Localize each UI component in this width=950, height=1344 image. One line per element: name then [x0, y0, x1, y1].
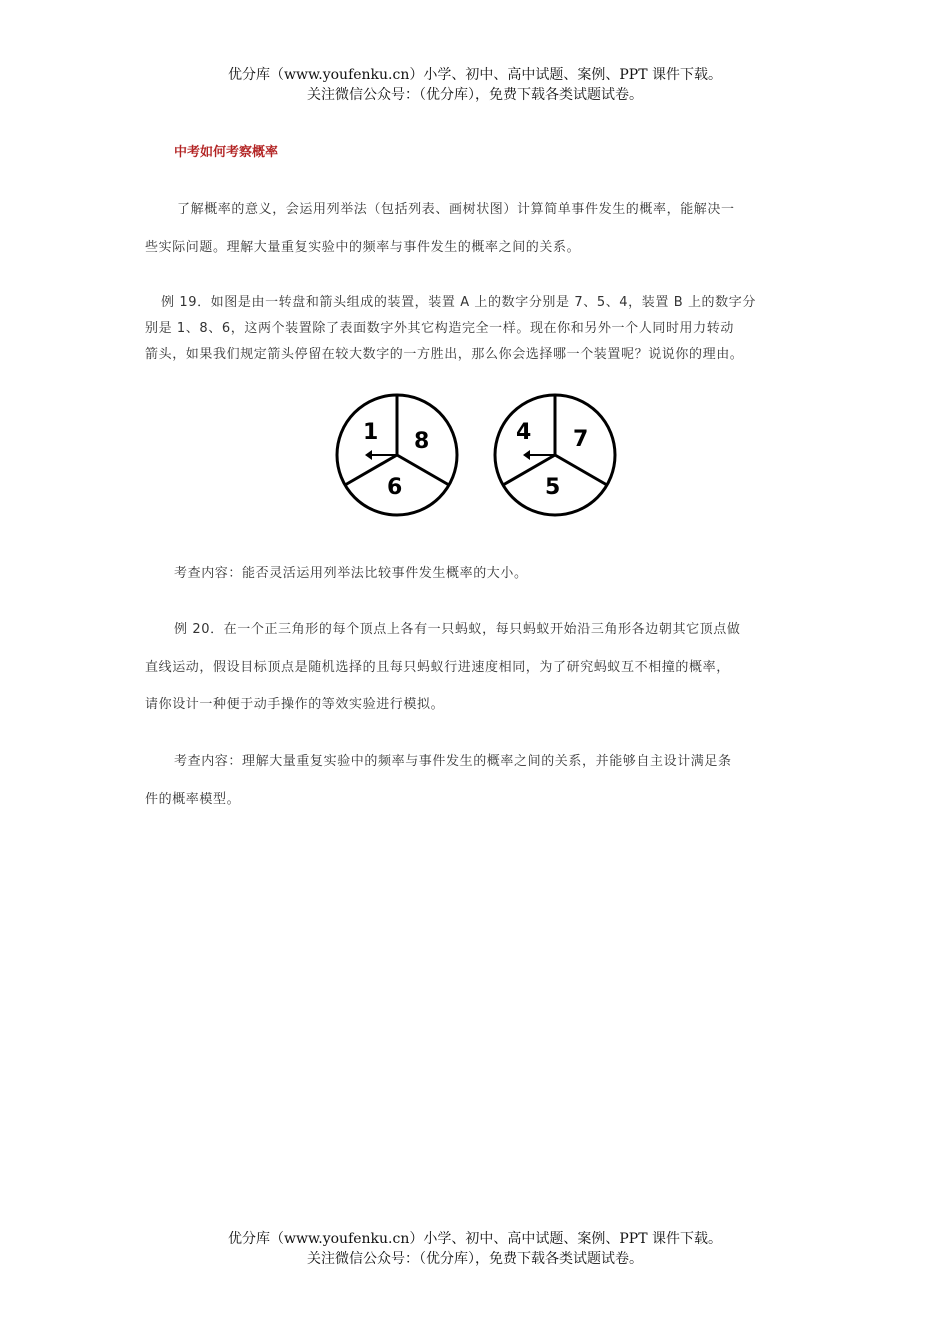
spinner-right-number-2: 7 — [573, 427, 589, 452]
header-wechat-line: 关注微信公众号：（优分库），免费下载各类试题试卷。 — [307, 87, 643, 103]
spinner-left — [337, 395, 457, 515]
spinner-right-number-1: 4 — [516, 420, 532, 445]
footer-wechat-line: 关注微信公众号：（优分库），免费下载各类试题试卷。 — [307, 1251, 643, 1267]
example19-line-2: 别是 1、8、6，这两个装置除了表面数字外其它构造完全一样。现在你和另外一个人同时用力转动 — [145, 321, 734, 336]
intro-line-2: 些实际问题。理解大量重复实验中的频率与事件发生的概率之间的关系。 — [145, 240, 581, 255]
spinner-left-number-1: 1 — [363, 420, 379, 445]
spinner-figure — [333, 390, 623, 524]
intro-line-1: 了解概率的意义，会运用列举法（包括列表、画树状图）计算简单事件发生的概率，能解决一 — [177, 202, 735, 217]
spinner-right-number-3: 5 — [545, 475, 561, 500]
document-title: 中考如何考察概率 — [174, 145, 279, 160]
example19-line-1: 例 19．如图是由一转盘和箭头组成的装置，装置 A 上的数字分别是 7、5、4，装置 B 上的数字分 — [161, 295, 756, 310]
example20-line-2: 直线运动，假设目标顶点是随机选择的且每只蚂蚁行进速度相同，为了研究蚂蚁互不相撞的概率， — [145, 660, 730, 675]
spinner-right — [495, 395, 615, 515]
header-site-line: 优分库（www.youfenku.cn）小学、初中、高中试题、案例、PPT 课件下载。 — [227, 67, 722, 83]
spinner-left-number-2: 8 — [414, 429, 430, 454]
footer-site-line: 优分库（www.youfenku.cn）小学、初中、高中试题、案例、PPT 课件下载。 — [227, 1231, 722, 1247]
example20-line-3: 请你设计一种便于动手操作的等效实验进行模拟。 — [145, 697, 445, 712]
exam-content-2-line-2: 件的概率模型。 — [145, 792, 241, 807]
example20-line-1: 例 20．在一个正三角形的每个顶点上各有一只蚂蚁，每只蚂蚁开始沿三角形各边朝其它顶点做 — [174, 622, 741, 637]
exam-content-2-line-1: 考查内容：理解大量重复实验中的频率与事件发生的概率之间的关系，并能够自主设计满足条 — [174, 754, 732, 769]
example19-line-3: 箭头，如果我们规定箭头停留在较大数字的一方胜出，那么你会选择哪一个装置呢？说说你的理由。 — [145, 347, 744, 362]
spinner-left-number-3: 6 — [387, 475, 403, 500]
exam-content-1: 考查内容：能否灵活运用列举法比较事件发生概率的大小。 — [174, 566, 528, 581]
